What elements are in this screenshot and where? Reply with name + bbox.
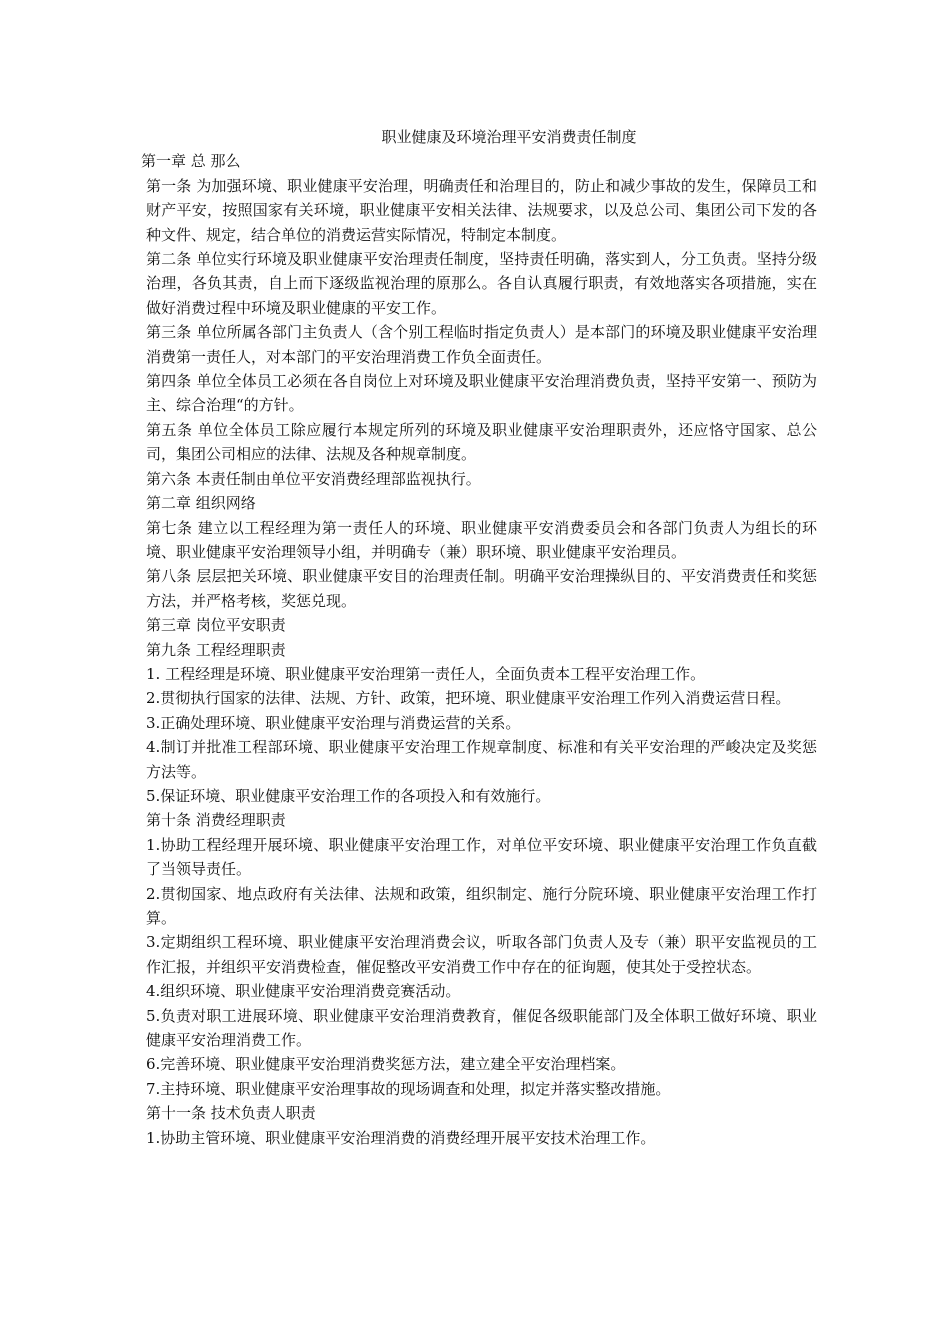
list-item: 2.贯彻国家、地点政府有关法律、法规和政策，组织制定、施行分院环境、职业健康平安治理工作打算。 (146, 884, 817, 927)
list-item: 4.组织环境、职业健康平安治理消费竞赛活动。 (146, 982, 461, 1001)
article-heading: 第十一条 技术负责人职责 (146, 1104, 316, 1123)
list-item: 1.协助主管环境、职业健康平安治理消费的消费经理开展平安技术治理工作。 (146, 1128, 656, 1147)
article-paragraph: 第三条 单位所属各部门主负责人（含个别工程临时指定负责人）是本部门的环境及职业健康平安治理消费第一责任人，对本部门的平安治理消费工作负全面责任。 (146, 323, 817, 366)
article-paragraph: 第一条 为加强环境、职业健康平安治理，明确责任和治理目的，防止和减少事故的发生，保障员工和财产平安，按照国家有关环境，职业健康平安相关法律、法规要求，以及总公司、集团公司下发的各种文件、规定，结合单位的消费运营实际情况，特制定本制度。 (146, 176, 817, 244)
article-heading: 第十条 消费经理职责 (146, 811, 286, 830)
article-paragraph: 第五条 单位全体员工除应履行本规定所列的环境及职业健康平安治理职责外，还应恪守国家、总公司，集团公司相应的法律、法规及各种规章制度。 (146, 420, 817, 464)
list-item: 7.主持环境、职业健康平安治理事故的现场调查和处理，拟定并落实整改措施。 (146, 1079, 671, 1098)
list-item: 6.完善环境、职业健康平安治理消费奖惩方法，建立建全平安治理档案。 (146, 1055, 626, 1074)
article-paragraph: 第二条 单位实行环境及职业健康平安治理责任制度，坚持责任明确，落实到人，分工负责。坚持分级治理，各负其责，自上而下逐级监视治理的原那么。各自认真履行职责，有效地落实各项措施，实在做好消费过程中环境及职业健康的平安工作。 (146, 250, 817, 317)
list-item: 1.协助工程经理开展环境、职业健康平安治理工作，对单位平安环境、职业健康平安治理工作负直截了当领导责任。 (146, 835, 817, 879)
list-item: 5.负责对职工进展环境、职业健康平安治理消费教育，催促各级职能部门及全体职工做好环境、职业健康平安治理消费工作。 (146, 1006, 817, 1050)
document-page (141, 125, 817, 1150)
article-heading: 第九条 工程经理职责 (146, 640, 286, 659)
article-paragraph: 第八条 层层把关环境、职业健康平安目的治理责任制。明确平安治理操纵目的、平安消费责任和奖惩方法，并严格考核，奖惩兑现。 (146, 567, 817, 610)
list-item: 2.贯彻执行国家的法律、法规、方针、政策，把环境、职业健康平安治理工作列入消费运营日程。 (146, 689, 791, 708)
chapter-heading: 第二章 组织网络 (146, 494, 256, 513)
list-item: 3.正确处理环境、职业健康平安治理与消费运营的关系。 (146, 713, 521, 732)
document-title: 职业健康及环境治理平安消费责任制度 (381, 128, 637, 146)
article-paragraph: 第四条 单位全体员工必须在各自岗位上对环境及职业健康平安治理消费负责，坚持平安第一、预防为主、综合治理“的方针。 (146, 372, 817, 415)
list-item: 1. 工程经理是环境、职业健康平安治理第一责任人，全面负责本工程平安治理工作。 (146, 664, 706, 683)
article-paragraph: 第六条 本责任制由单位平安消费经理部监视执行。 (146, 469, 481, 488)
list-item: 3.定期组织工程环境、职业健康平安治理消费会议，听取各部门负责人及专（兼）职平安监视员的工作汇报，并组织平安消费检查，催促整改平安消费工作中存在的征询题，使其处于受控状态。 (146, 933, 817, 976)
list-item: 5.保证环境、职业健康平安治理工作的各项投入和有效施行。 (146, 786, 551, 805)
list-item: 4.制订并批准工程部环境、职业健康平安治理工作规章制度、标准和有关平安治理的严峻决定及奖惩方法等。 (146, 738, 817, 781)
chapter-heading: 第一章 总 那么 (141, 152, 241, 171)
chapter-heading: 第三章 岗位平安职责 (146, 616, 286, 635)
document-body (141, 149, 817, 1150)
article-paragraph: 第七条 建立以工程经理为第一责任人的环境、职业健康平安消费委员会和各部门负责人为组长的环境、职业健康平安治理领导小组，并明确专（兼）职环境、职业健康平安治理员。 (146, 518, 817, 561)
